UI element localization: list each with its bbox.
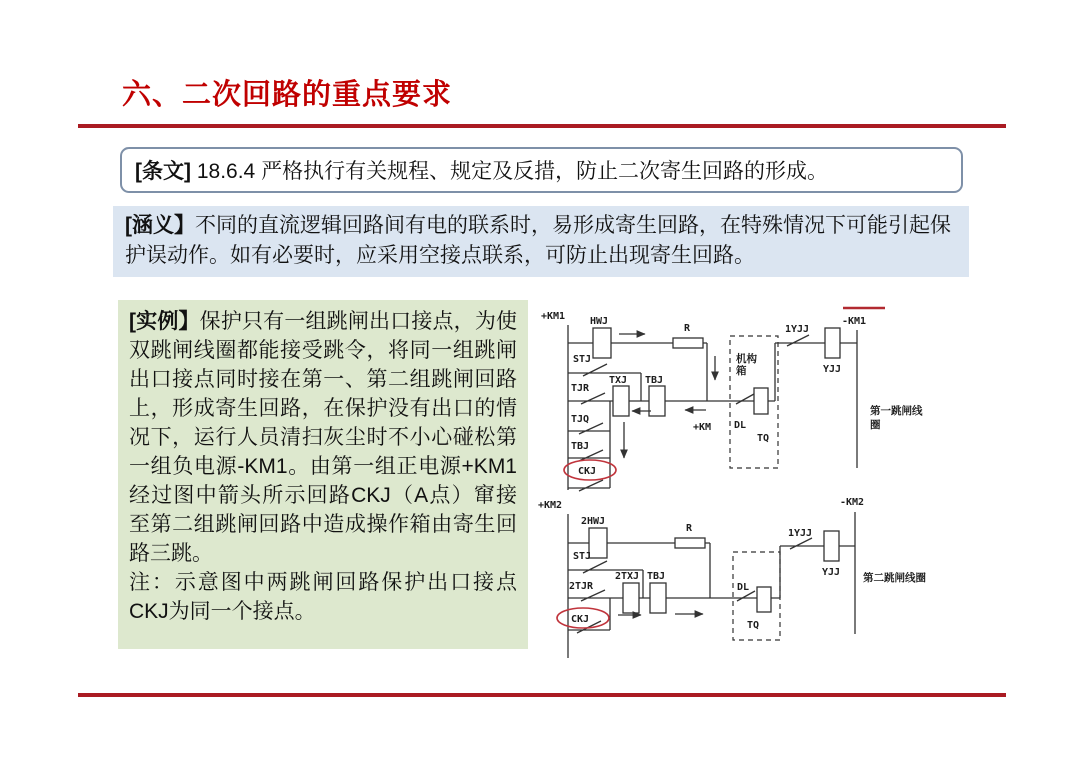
label-km: +KM [693, 422, 712, 433]
label-dl-2: DL [737, 582, 750, 593]
label-r-1: R [684, 323, 691, 334]
label-trip-coil-1b: 圈 [870, 419, 881, 431]
circuit-diagram [533, 298, 985, 664]
label-txj: TXJ [609, 375, 628, 386]
label-stj-1: STJ [573, 354, 592, 365]
label-tq-2: TQ [747, 620, 760, 631]
label-tbj-contact: TBJ [571, 441, 590, 452]
example-note: 注：示意图中两跳闸回路保护出口接点CKJ为同一个接点。 [129, 571, 517, 623]
label-mechanism-1a: 机构 [736, 353, 757, 365]
meaning-box [113, 206, 969, 277]
example-tag: [实例】 [129, 310, 200, 333]
hwj-coil [593, 328, 611, 358]
label-trip-coil-2: 第二跳闸线圈 [863, 572, 926, 584]
txj-coil [613, 386, 629, 416]
hwj2-coil [589, 528, 607, 558]
yjj-coil-1 [825, 328, 840, 358]
label-2txj: 2TXJ [615, 571, 640, 582]
label-pos-km1: +KM1 [541, 311, 566, 322]
label-dl-1: DL [734, 420, 747, 431]
label-trip-coil-1a: 第一跳闸线 [870, 405, 923, 417]
example-box [118, 300, 528, 649]
trip-circuit-2 [538, 497, 926, 658]
clause-text: 18.6.4 严格执行有关规程、规定及反措，防止二次寄生回路的形成。 [196, 160, 829, 183]
tbj-coil [649, 386, 665, 416]
tq-coil-2 [757, 587, 771, 612]
label-neg-km2: -KM2 [840, 497, 865, 508]
tq-coil-1 [754, 388, 768, 414]
meaning-text: 不同的直流逻辑回路间有电的联系时，易形成寄生回路，在特殊情况下可能引起保护误动作。如有必要时，应采用空接点联系，可防止出现寄生回路。 [125, 214, 951, 267]
label-tjq: TJQ [571, 414, 590, 425]
label-yjj-2: YJJ [822, 567, 841, 578]
label-pos-km2: +KM2 [538, 500, 563, 511]
label-tbj-coil: TBJ [645, 375, 664, 386]
label-1yjj-1: 1YJJ [785, 324, 810, 335]
label-1yjj-2: 1YJJ [788, 528, 813, 539]
tbj2-coil [650, 583, 666, 613]
wiring-c1 [564, 308, 885, 491]
page-title: 六、二次回路的重点要求 [122, 79, 453, 111]
label-r-2: R [686, 523, 693, 534]
label-neg-km1: -KM1 [842, 316, 867, 327]
meaning-tag: [涵义】 [125, 214, 195, 237]
r-resistor [673, 338, 703, 348]
clause-tag: [条文] [135, 160, 191, 183]
bottom-rule [78, 693, 1006, 697]
label-ckj-1: CKJ [578, 466, 597, 477]
label-tq-1: TQ [757, 433, 770, 444]
clause-box [120, 147, 963, 193]
label-ckj-2: CKJ [571, 614, 590, 625]
label-hwj: HWJ [590, 316, 609, 327]
r-resistor-2 [675, 538, 705, 548]
example-text: 保护只有一组跳闸出口接点，为使双跳闸线圈都能接受跳令，将同一组跳闸出口接点同时接在第一、第二组跳闸回路上，形成寄生回路，在保护没有出口的情况下，运行人员清扫灰尘时不小心碰松第一组负电源-KM1。由第一组正电源+KM1经过图中箭头所示回路CKJ（A点）窜接至第二组跳闸回路中造成操作箱由寄生回路三跳。 [129, 310, 518, 565]
label-tbj-2: TBJ [647, 571, 666, 582]
trip-circuit-1 [541, 308, 923, 491]
yjj-coil-2 [824, 531, 839, 561]
label-tjr: TJR [571, 383, 590, 394]
label-mechanism-1b: 箱 [736, 365, 747, 377]
label-stj-2: STJ [573, 551, 592, 562]
label-2hwj: 2HWJ [581, 516, 606, 527]
title-underline [78, 124, 1006, 128]
label-2tjr: 2TJR [569, 581, 594, 592]
txj2-coil [623, 583, 639, 613]
label-yjj-1: YJJ [823, 364, 842, 375]
